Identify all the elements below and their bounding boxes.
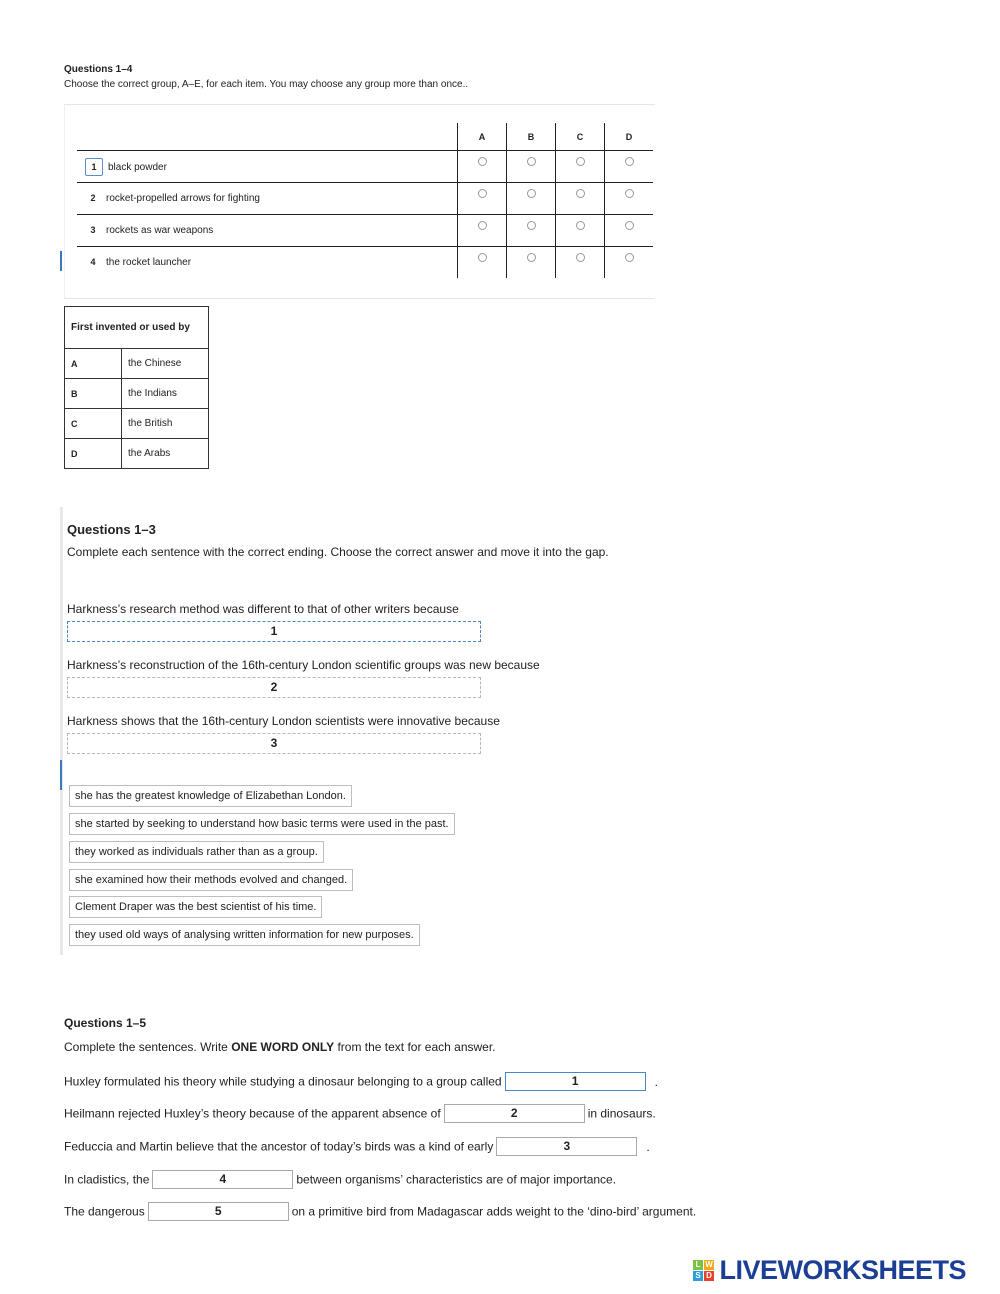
draggable-choice[interactable]: she has the greatest knowledge of Elizabethan London.: [69, 785, 352, 807]
section2-instruction: Complete each sentence with the correct ending. Choose the correct answer and move it into the gap.: [67, 545, 609, 559]
sentence-before: In cladistics, the: [64, 1172, 150, 1187]
section1-instruction: Choose the correct group, A–E, for each item. You may choose any group more than once..: [64, 79, 469, 90]
legend-value: the British: [122, 409, 209, 439]
sentence-after: on a primitive bird from Madagascar adds weight to the ‘dino-bird’ argument.: [291, 1204, 697, 1219]
sentence-before: The dangerous: [64, 1204, 145, 1219]
answer-field-5[interactable]: 5: [148, 1202, 289, 1221]
draggable-choice[interactable]: she examined how their methods evolved and changed.: [69, 869, 353, 891]
grid-row: [77, 183, 653, 215]
grid-row: [77, 247, 653, 279]
legend-value: the Chinese: [122, 349, 209, 379]
draggable-choice[interactable]: Clement Draper was the best scientist of his time.: [69, 896, 322, 918]
logo-text: LIVEWORKSHEETS: [719, 1255, 966, 1285]
legend-key: B: [65, 379, 122, 409]
grid-row: [77, 151, 653, 183]
radio-4-c[interactable]: [576, 253, 585, 262]
radio-4-d[interactable]: [625, 253, 634, 262]
logo-mark-icon: L W S D: [693, 1260, 715, 1282]
option-header-d: D: [605, 123, 654, 151]
radio-1-c[interactable]: [576, 157, 585, 166]
radio-2-b[interactable]: [527, 189, 536, 198]
sentence-row: [64, 1072, 658, 1091]
answer-field-2[interactable]: 2: [444, 1104, 585, 1123]
answer-gap-1[interactable]: 1: [67, 621, 481, 642]
answer-gap-2[interactable]: 2: [67, 677, 481, 698]
legend-key: A: [65, 349, 122, 379]
sentence-before: Feduccia and Martin believe that the ancestor of today’s birds was a kind of early: [64, 1139, 494, 1154]
answer-field-4[interactable]: 4: [152, 1170, 293, 1189]
radio-3-d[interactable]: [625, 221, 634, 230]
sentence-row: [64, 1137, 650, 1156]
section2-heading: Questions 1–3: [67, 522, 156, 537]
sentence-after: .: [646, 1139, 650, 1154]
radio-3-a[interactable]: [478, 221, 487, 230]
sentence-endings-section: [60, 507, 703, 955]
sentence-after: .: [654, 1074, 658, 1089]
answer-field-1[interactable]: 1: [505, 1072, 646, 1091]
sentence-row: [64, 1170, 616, 1189]
sentence-after: in dinosaurs.: [587, 1106, 656, 1121]
section3-instruction: Complete the sentences. Write ONE WORD ONLY from the text for each answer.: [64, 1040, 496, 1054]
grid-row: [77, 215, 653, 247]
radio-2-c[interactable]: [576, 189, 585, 198]
focus-marker: [60, 251, 62, 271]
radio-3-b[interactable]: [527, 221, 536, 230]
legend-value: the Arabs: [122, 439, 209, 469]
legend-heading: First invented or used by: [65, 307, 209, 349]
item-text: black powder: [108, 161, 167, 173]
matching-grid-panel: [64, 104, 655, 299]
radio-4-a[interactable]: [478, 253, 487, 262]
legend-key: C: [65, 409, 122, 439]
grid-header-row: [77, 123, 653, 151]
draggable-choice[interactable]: they worked as individuals rather than as a group.: [69, 841, 324, 863]
focus-marker: [60, 760, 62, 790]
sentence-after: between organisms’ characteristics are of major importance.: [296, 1172, 617, 1187]
item-number[interactable]: 1: [85, 158, 103, 176]
option-header-b: B: [507, 123, 556, 151]
item-text: rockets as war weapons: [106, 225, 214, 236]
matching-grid: [77, 123, 653, 278]
radio-4-b[interactable]: [527, 253, 536, 262]
answer-field-3[interactable]: 3: [496, 1137, 637, 1156]
item-number: 2: [90, 193, 96, 203]
legend-table: [64, 306, 209, 469]
legend-value: the Indians: [122, 379, 209, 409]
section1-heading: Questions 1–4: [64, 64, 133, 75]
sentence-before: Huxley formulated his theory while studying a dinosaur belonging to a group called: [64, 1074, 502, 1089]
liveworksheets-logo: [693, 1255, 966, 1285]
radio-1-b[interactable]: [527, 157, 536, 166]
sentence-stem: Harkness’s research method was different to that of other writers because: [67, 602, 459, 616]
option-header-c: C: [556, 123, 605, 151]
radio-2-d[interactable]: [625, 189, 634, 198]
radio-3-c[interactable]: [576, 221, 585, 230]
draggable-choice[interactable]: she started by seeking to understand how basic terms were used in the past.: [69, 813, 455, 835]
radio-1-d[interactable]: [625, 157, 634, 166]
item-number: 3: [90, 225, 96, 235]
sentence-row: [64, 1202, 696, 1221]
item-number: 4: [90, 257, 96, 267]
answer-gap-3[interactable]: 3: [67, 733, 481, 754]
item-text: the rocket launcher: [106, 257, 192, 268]
sentence-before: Heilmann rejected Huxley’s theory because of the apparent absence of: [64, 1106, 441, 1121]
radio-2-a[interactable]: [478, 189, 487, 198]
sentence-stem: Harkness’s reconstruction of the 16th-century London scientific groups was new because: [67, 658, 540, 672]
sentence-stem: Harkness shows that the 16th-century London scientists were innovative because: [67, 714, 500, 728]
option-header-a: A: [458, 123, 507, 151]
section3-heading: Questions 1–5: [64, 1016, 147, 1030]
matching-section: [64, 64, 664, 459]
sentence-row: [64, 1104, 656, 1123]
item-text: rocket-propelled arrows for fighting: [106, 193, 260, 204]
draggable-choice[interactable]: they used old ways of analysing written information for new purposes.: [69, 924, 420, 946]
legend-key: D: [65, 439, 122, 469]
radio-1-a[interactable]: [478, 157, 487, 166]
